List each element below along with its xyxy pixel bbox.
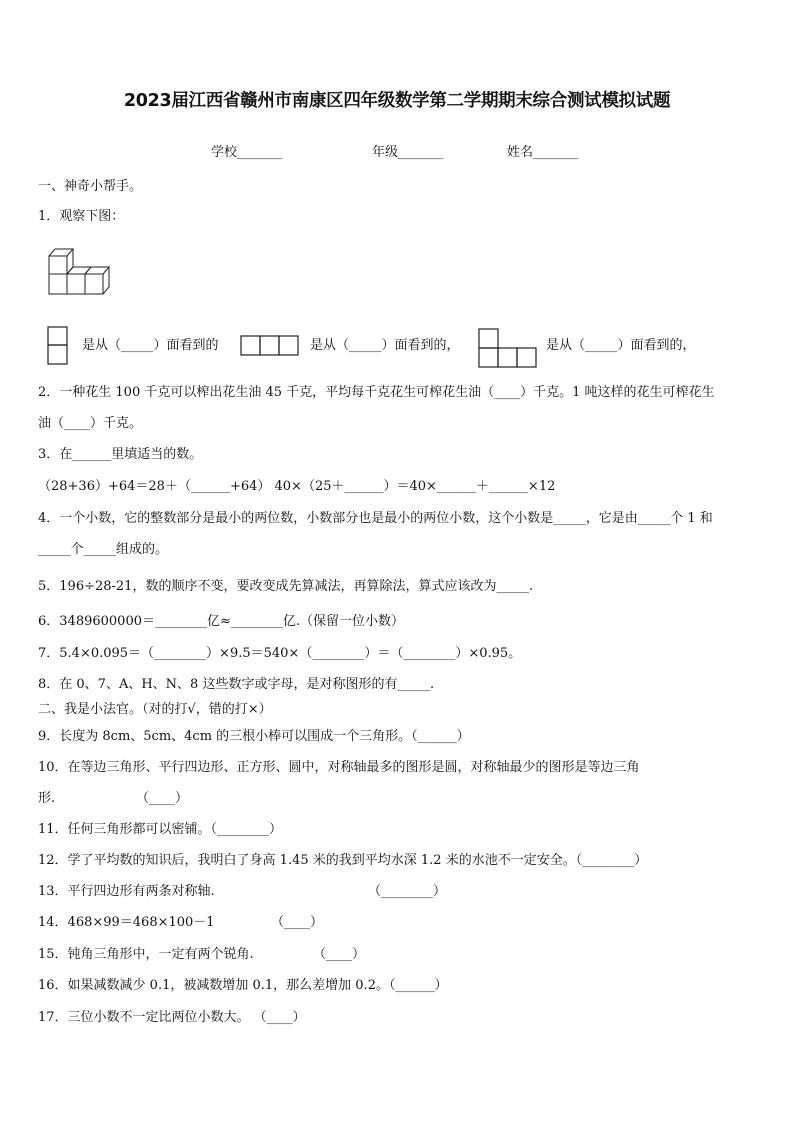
question-15-blank[interactable]: （____） xyxy=(313,947,366,962)
question-14-blank[interactable]: （____） xyxy=(271,915,324,930)
view-2-caption: 是从（_____）面看到的， xyxy=(310,338,460,353)
question-2-line-1: 2．一种花生 100 千克可以榨出花生油 45 千克，平均每千克花生可榨花生油（____）千克。1 吨这样的花生可榨花生 xyxy=(38,385,715,400)
question-3-line-2: （28+36）+64＝28＋（______+64） 40×（25＋______）＝40×______＋______×12 xyxy=(38,479,556,494)
section-1-heading: 一、神奇小帮手。 xyxy=(38,179,143,194)
question-14: 14．468×99＝468×100－1 xyxy=(38,915,215,930)
grade-field[interactable]: 年级_______ xyxy=(372,145,444,160)
question-8: 8．在 0、7、A、H、N、8 这些数字或字母，是对称图形的有_____. xyxy=(38,677,435,692)
view-figure-horizontal-three xyxy=(240,335,300,357)
question-12: 12．学了平均数的知识后，我明白了身高 1.45 米的我到平均水深 1.2 米的水池不一定安全。（________） xyxy=(38,853,648,868)
name-field[interactable]: 姓名_______ xyxy=(507,145,579,160)
question-10-blank[interactable]: （____） xyxy=(136,791,189,806)
question-4-line-2: _____个_____组成的。 xyxy=(38,542,169,557)
question-17: 17．三位小数不一定比两位小数大。 （____） xyxy=(38,1010,306,1025)
question-9: 9．长度为 8cm、5cm、4cm 的三根小棒可以围成一个三角形。（______） xyxy=(38,729,470,744)
question-10-line-2: 形. xyxy=(38,791,56,806)
question-1-text: 1．观察下图： xyxy=(38,209,125,224)
school-field[interactable]: 学校_______ xyxy=(211,145,283,160)
view-1-caption: 是从（_____）面看到的 xyxy=(82,338,219,353)
question-13: 13．平行四边形有两条对称轴. xyxy=(38,884,215,899)
question-15: 15．钝角三角形中，一定有两个锐角. xyxy=(38,947,254,962)
cube-solid-figure xyxy=(45,244,125,300)
question-2-line-2: 油（____）千克。 xyxy=(38,416,143,431)
view-figure-vertical-two xyxy=(47,326,69,366)
question-6: 6．3489600000＝________亿≈________亿.（保留一位小数） xyxy=(38,614,405,629)
question-11: 11．任何三角形都可以密铺。（________） xyxy=(38,822,283,837)
question-5: 5．196÷28-21，数的顺序不变，要改变成先算减法，再算除法，算式应该改为_____. xyxy=(38,579,534,594)
section-2-heading: 二、我是小法官。（对的打√，错的打×） xyxy=(38,702,272,717)
question-4-line-1: 4．一个小数，它的整数部分是最小的两位数，小数部分也是最小的两位小数，这个小数是_____，它是由_____个 1 和 xyxy=(38,511,713,526)
page-title: 2023届江西省赣州市南康区四年级数学第二学期期末综合测试模拟试题 xyxy=(123,91,671,111)
question-13-blank[interactable]: （________） xyxy=(368,884,447,899)
question-3-line-1: 3．在______里填适当的数。 xyxy=(38,447,203,462)
view-3-caption: 是从（_____）面看到的， xyxy=(546,338,696,353)
question-10-line-1: 10．在等边三角形、平行四边形、正方形、圆中，对称轴最多的图形是圆，对称轴最少的图形是等边三角 xyxy=(38,760,640,775)
question-16: 16．如果减数减少 0.1，被减数增加 0.1，那么差增加 0.2。（______） xyxy=(38,978,448,993)
view-figure-l-shape xyxy=(478,328,538,370)
question-7: 7．5.4×0.095＝（________）×9.5＝540×（________）＝（________）×0.95。 xyxy=(38,646,522,661)
